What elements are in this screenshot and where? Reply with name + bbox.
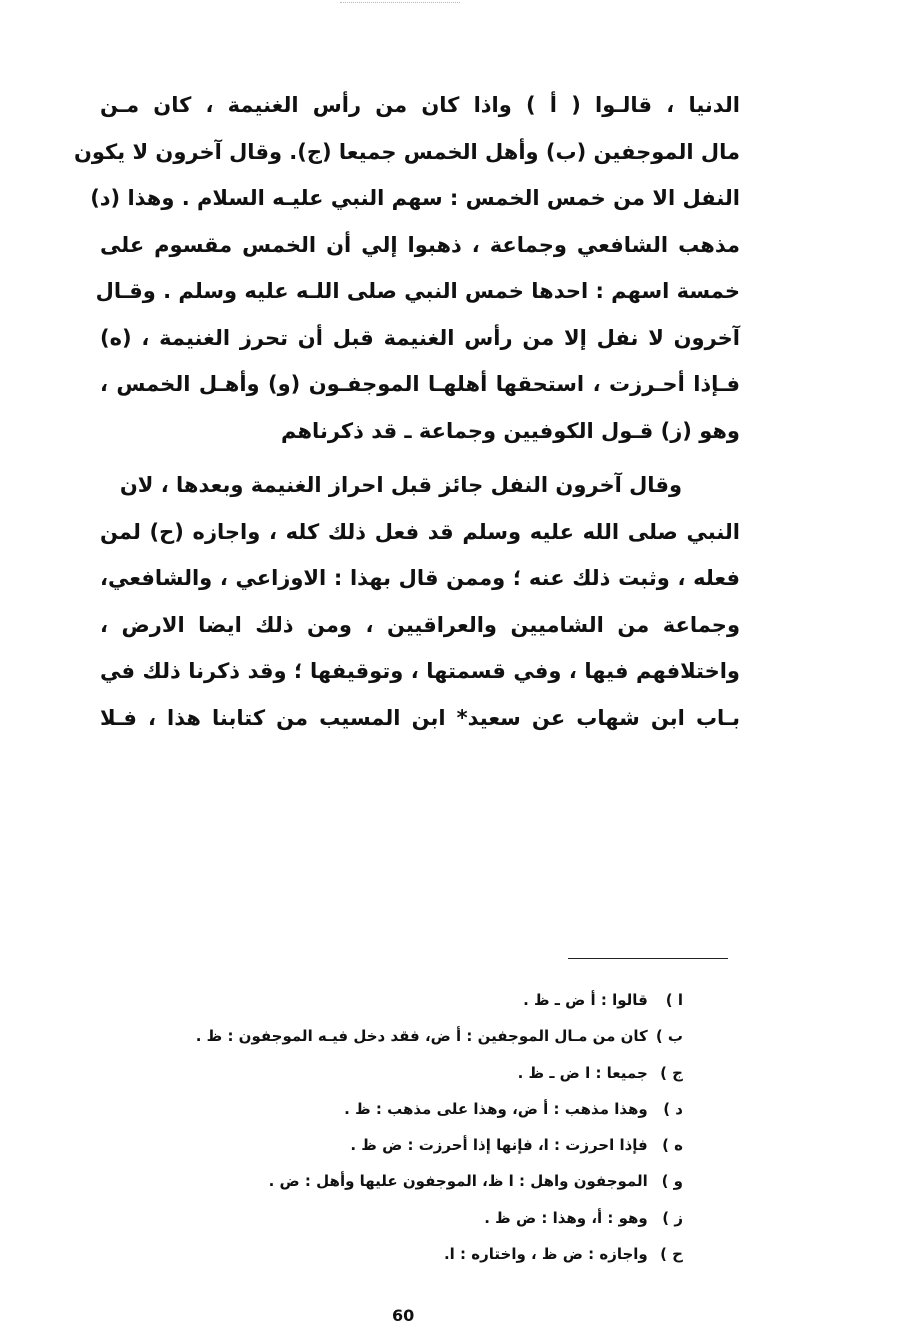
footnote-marker: ح ) (660, 1245, 683, 1264)
paragraph-1 (73, 82, 740, 454)
text-line: واختلافهم فيها ، وفي قسمتها ، وتوقيفها ؛ وقد ذكرنا ذلك في (100, 659, 740, 683)
footnote-separator (568, 958, 728, 959)
text-line: وجماعة من الشاميين والعراقيين ، ومن ذلك ايضا الارض ، (100, 612, 740, 637)
footnote-text: فإذا احرزت : ا، فإنها إذا أحرزت : ض ظ . (350, 1136, 648, 1155)
footnote (83, 1236, 683, 1272)
footnote-text: قالوا : أ ض ـ ظ . (523, 991, 648, 1009)
footnote (83, 1018, 683, 1054)
text-line: النفل الا من خمس الخمس : سهم النبي عليـه السلام . وهذا (د) (90, 186, 740, 210)
footnote (83, 1200, 683, 1236)
text-line: فعله ، وثبت ذلك عنه ؛ وممن قال بهذا : الاوزاعي ، والشافعي، (100, 566, 740, 590)
footnote-marker: ه ) (662, 1136, 683, 1155)
footnote (83, 1127, 683, 1163)
footnote-marker: و ) (661, 1172, 683, 1191)
text-line: الدنيا ، قالـوا ( أ ) واذا كان من رأس الغنيمة ، كان مـن (100, 93, 740, 117)
footnote (83, 982, 683, 1018)
footnote-text: كان من مـال الموجفين : أ ض، فقد دخل فيـه الموجفون : ظ . (195, 1027, 648, 1046)
footnote-text: وهذا مذهب : أ ض، وهذا على مذهب : ظ . (344, 1099, 648, 1118)
footnote-text: الموجفون واهل : ا ظ، الموجفون عليها وأهل : ض . (268, 1172, 648, 1191)
text-line: مذهب الشافعي وجماعة ، ذهبوا إلي أن الخمس مقسوم على (100, 232, 740, 257)
footnote-marker: ز ) (662, 1208, 683, 1227)
text-line: النبي صلى الله عليه وسلم قد فعل ذلك كله ، واجازه (ح) لمن (100, 519, 740, 544)
page-number: 60 (392, 1306, 415, 1325)
footnote-marker: د ) (663, 1099, 683, 1118)
footnote (83, 1055, 683, 1091)
text-line: مال الموجفين (ب) وأهل الخمس جميعا (ج). وقال آخرون لا يكون (73, 139, 740, 164)
footnote-text: وهو : أ، وهذا : ض ظ . (484, 1208, 648, 1227)
text-line: آخرون لا نفل إلا من رأس الغنيمة قبل أن تحرز الغنيمة ، (ه) (100, 325, 740, 350)
text-line: وقال آخرون النفل جائز قبل احراز الغنيمة وبعدها ، لان (119, 473, 682, 497)
footnote-marker: ب ) (655, 1027, 683, 1046)
text-line: خمسة اسهم : احدها خمس النبي صلى اللـه عليه وسلم . وقـال (95, 279, 740, 303)
text-line: فـإذا أحـرزت ، استحقها أهلهـا الموجفـون (و) وأهـل الخمس ، (100, 372, 740, 396)
paragraph-2 (100, 462, 740, 741)
scan-edge-mark (340, 2, 460, 5)
main-text (73, 82, 740, 741)
footnote-text: جميعا : ا ض ـ ظ . (517, 1063, 648, 1082)
footnote (83, 1163, 683, 1199)
text-line: بـاب ابن شهاب عن سعيد* ابن المسيب من كتابنا هذا ، فـلا (100, 705, 740, 730)
footnote-text: واجازه : ض ظ ، واختاره : ا. (443, 1245, 648, 1264)
footnote (83, 1091, 683, 1127)
text-line: وهو (ز) قـول الكوفيين وجماعة ـ قد ذكرناهم (281, 418, 740, 443)
footnotes (83, 982, 683, 1272)
footnote-marker: ج ) (660, 1063, 683, 1082)
footnote-marker: ا ) (665, 991, 683, 1009)
